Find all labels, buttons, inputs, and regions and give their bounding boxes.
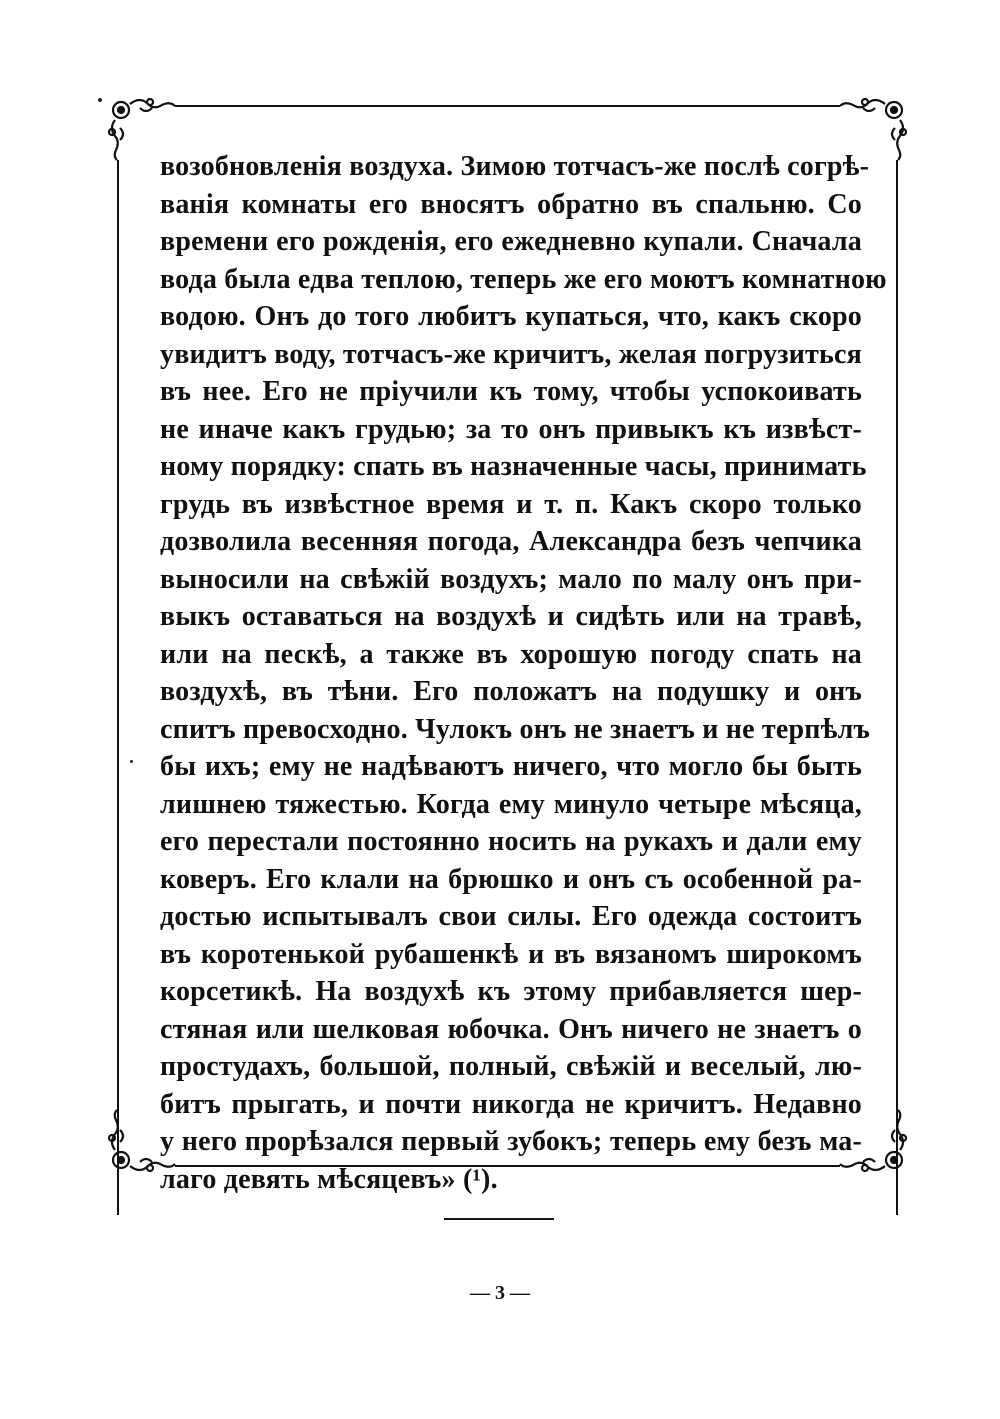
text-line: не иначе какъ грудью; за то онъ привыкъ къ извѣст- — [160, 413, 862, 445]
text-line: ному порядку: спать въ назначенные часы, принимать — [160, 451, 867, 482]
text-line: водою. Онъ до того любитъ купаться, что, какъ скоро — [160, 301, 862, 332]
text-line: выносили на свѣжій воздухъ; мало по малу онъ при- — [160, 563, 862, 595]
text-line: коверъ. Его клали на брюшко и онъ съ особенной ра- — [160, 863, 862, 895]
text-line: времени его рожденія, его ежедневно купали. Сначала — [160, 226, 862, 257]
text-line: стяная или шелковая юбочка. Онъ ничего не знаетъ о — [160, 1013, 862, 1045]
text-line: лишнею тяжестью. Когда ему минуло четыре мѣсяца, — [160, 788, 862, 820]
section-end-rule — [444, 1218, 554, 1220]
text-line: дозволила весенняя погода, Александра безъ чепчика — [160, 526, 862, 557]
text-line: возобновленія воздуха. Зимою тотчасъ-же послѣ согрѣ- — [160, 151, 870, 182]
text-line: простудахъ, большой, полный, свѣжій и веселый, лю- — [160, 1051, 862, 1082]
body-text — [160, 148, 887, 1198]
text-line: достью испытывалъ свои силы. Его одежда состоитъ — [160, 901, 862, 932]
text-line: у него прорѣзался первый зубокъ; теперь ему безъ ма- — [160, 1126, 862, 1157]
text-line: выкъ оставаться на воздухѣ и сидѣть или на травѣ, — [160, 601, 862, 632]
text-line: корсетикѣ. На воздухѣ къ этому прибавляется шер- — [160, 976, 862, 1007]
text-line-last: лаго девять мѣсяцевъ» (¹). — [160, 1163, 498, 1195]
stray-ink-dot — [98, 98, 102, 102]
text-line: грудь въ извѣстное время и т. п. Какъ скоро только — [160, 488, 862, 520]
text-line: въ нее. Его не пріучили къ тому, чтобы успокоивать — [160, 376, 862, 407]
text-line: бы ихъ; ему не надѣваютъ ничего, что могло бы быть — [160, 751, 862, 782]
text-line: вода была едва теплою, теперь же его моютъ комнатною — [160, 263, 887, 295]
text-line: спитъ превосходно. Чулокъ онъ не знаетъ и не терпѣлъ — [160, 713, 871, 745]
stray-ink-dot — [130, 760, 133, 763]
text-line: или на пескѣ, а также въ хорошую погоду спать на — [160, 638, 862, 670]
text-line: воздухѣ, въ тѣни. Его положатъ на подушку и онъ — [160, 676, 862, 707]
text-line: ванія комнаты его вносятъ обратно въ спальню. Со — [160, 188, 862, 220]
text-line: увидитъ воду, тотчасъ-же кричитъ, желая погрузиться — [160, 338, 862, 370]
page-number: — 3 — — [470, 1282, 530, 1304]
text-line: его перестали постоянно носить на рукахъ и дали ему — [160, 826, 862, 857]
text-line: въ коротенькой рубашенкѣ и въ вязаномъ широкомъ — [160, 938, 862, 970]
text-line: битъ прыгать, и почти никогда не кричитъ. Недавно — [160, 1088, 862, 1120]
